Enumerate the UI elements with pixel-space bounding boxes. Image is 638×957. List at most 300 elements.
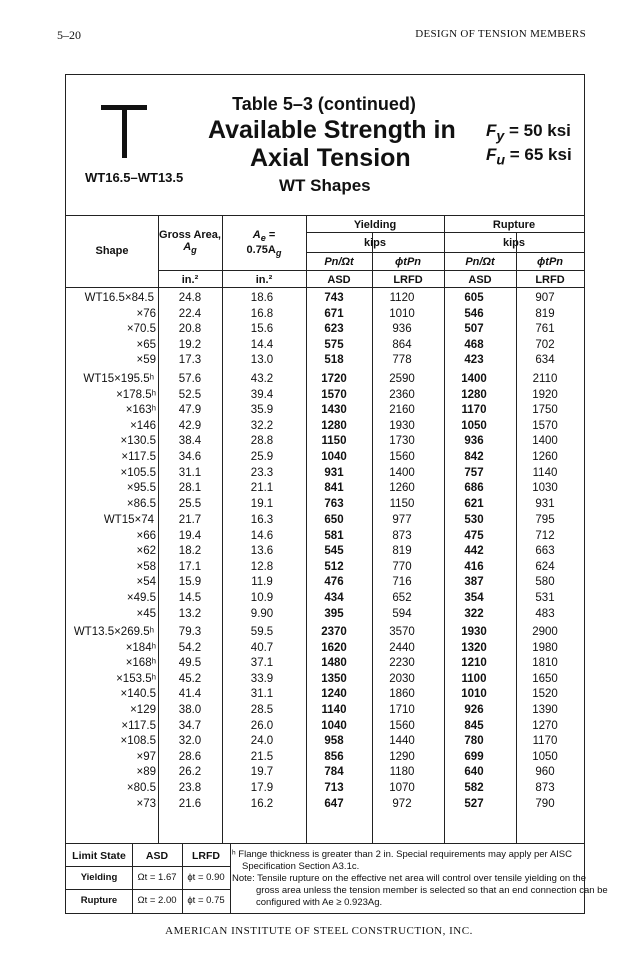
yield-lrfd-cell: 864 — [392, 338, 412, 351]
running-head: DESIGN OF TENSION MEMBERS — [415, 28, 586, 40]
rupture-lrfd-cell: 1570 — [532, 419, 558, 432]
note-flange-cont: Specification Section A3.1c. — [242, 861, 360, 872]
yield-asd-cell: 1140 — [321, 704, 347, 716]
yield-lrfd-cell: 594 — [392, 607, 412, 620]
effective-area-cell: 11.9 — [251, 576, 273, 589]
table-row — [66, 642, 584, 657]
yielding-asd: ASD — [327, 274, 351, 286]
rupture-lrfd-cell: 624 — [535, 560, 555, 573]
yield-asd-cell: 856 — [324, 750, 344, 763]
effective-area-cell: 21.1 — [250, 482, 274, 495]
yield-lrfd-cell: 1560 — [389, 451, 415, 463]
limit-rule-1 — [66, 866, 230, 867]
table-row — [66, 530, 584, 545]
yielding-phi-pn: ϕtPn — [394, 256, 422, 268]
yield-lrfd-cell: 1710 — [389, 704, 415, 716]
rupture-asd-cell: 1320 — [461, 641, 487, 654]
gross-area-cell: 19.2 — [178, 338, 202, 351]
fy-sub: y — [496, 128, 505, 145]
effective-area-cell: 28.8 — [250, 435, 274, 448]
rupture-lrfd-cell: 1390 — [532, 704, 558, 716]
effective-area-cell: 16.8 — [250, 307, 274, 320]
yielding-label: Yielding — [80, 872, 118, 883]
yield-lrfd-cell: 1440 — [389, 735, 415, 748]
rupture-lrfd-cell: 1750 — [532, 404, 558, 417]
yield-lrfd-cell: 2160 — [389, 404, 415, 417]
rupture-phi-pn: ϕtPn — [536, 256, 564, 268]
rupture-asd-cell: 475 — [464, 529, 484, 542]
shape-cell: ×80.5 — [126, 782, 156, 794]
effective-area-cell: 15.6 — [250, 323, 274, 336]
table-row — [66, 798, 584, 813]
rupture-lrfd-cell: 1260 — [532, 451, 558, 463]
yield-asd-cell: 1430 — [321, 404, 347, 417]
ae-g: g — [275, 248, 282, 259]
effective-area-cell: 32.2 — [250, 419, 274, 432]
effective-area-cell: 21.5 — [250, 750, 274, 763]
table-row — [66, 704, 584, 719]
yield-lrfd-cell: 778 — [392, 354, 412, 367]
gross-area-cell: 31.1 — [178, 466, 202, 479]
shape-cell: ×108.5 — [120, 735, 156, 748]
yield-lrfd-cell: 652 — [392, 592, 412, 604]
yield-lrfd-cell: 977 — [392, 514, 412, 526]
shape-cell: ×70.5 — [126, 323, 156, 336]
effective-area-cell: 14.6 — [250, 529, 274, 542]
table-row — [66, 545, 584, 560]
effective-area-cell: 17.9 — [250, 782, 274, 794]
yield-asd-cell: 476 — [324, 576, 344, 589]
shape-cell: ×76 — [136, 307, 156, 320]
table-row — [66, 389, 584, 404]
rupture-lrfd-cell: 761 — [535, 323, 555, 336]
table-row — [66, 435, 584, 450]
effective-area-cell: 31.1 — [250, 688, 274, 701]
rupture-kips: kips — [502, 237, 525, 249]
yield-lrfd-cell: 2590 — [389, 373, 415, 385]
note-rupture-cont: gross area unless the tension member is selected so that an end connection can be — [256, 885, 608, 896]
effective-area-cell: 14.4 — [250, 338, 274, 351]
table-row — [66, 735, 584, 750]
yield-asd-cell: 841 — [324, 482, 344, 495]
ae-line1 — [222, 229, 306, 244]
rupture-lrfd-cell: 1270 — [532, 719, 558, 732]
limit-rule-2 — [66, 889, 230, 890]
note-rupture-end: configured with Ae ≥ 0.923Ag. — [256, 897, 383, 908]
gross-area-label: Gross Area, — [159, 229, 221, 241]
rupture-asd-cell: 1170 — [461, 404, 487, 417]
rupture-asd-cell: 1280 — [461, 388, 487, 401]
rupture-asd-cell: 780 — [464, 735, 484, 748]
limit-state-header: Limit State — [72, 850, 126, 862]
effective-area-cell: 16.3 — [250, 514, 274, 526]
table-title-line1: Available Strength in — [208, 116, 456, 144]
gross-area-cell: 54.2 — [178, 641, 202, 654]
rupture-lrfd-cell: 1520 — [532, 688, 558, 701]
limit-lrfd-header: LRFD — [192, 850, 220, 862]
shape-cell: ×59 — [136, 354, 156, 367]
rupture-asd-cell: 936 — [464, 435, 484, 448]
yield-lrfd-cell: 972 — [392, 797, 412, 810]
yield-lrfd-cell: 2360 — [389, 388, 415, 401]
shape-cell: ×168ʰ — [125, 657, 156, 670]
rupture-asd-cell: 640 — [464, 766, 484, 779]
yield-lrfd-cell: 1290 — [389, 750, 415, 763]
effective-area-cell: 19.7 — [250, 766, 274, 779]
shape-cell: ×86.5 — [126, 497, 156, 510]
yield-lrfd-cell: 2030 — [389, 672, 415, 685]
table-row — [66, 308, 584, 323]
ae-e: e — [260, 233, 266, 244]
shape-cell: ×95.5 — [126, 482, 156, 495]
gross-area-symbol — [158, 241, 222, 256]
col-shape: Shape — [95, 245, 129, 257]
fu-symbol: F — [486, 145, 497, 164]
fy-symbol: F — [486, 121, 497, 140]
rupture-asd-cell: 442 — [464, 545, 484, 558]
effective-area-cell: 10.9 — [250, 592, 274, 604]
rupture-lrfd-cell: 2110 — [532, 373, 558, 385]
table-row — [66, 657, 584, 672]
yield-asd-cell: 545 — [324, 545, 344, 558]
rupture-asd-cell: 527 — [464, 797, 484, 810]
gross-area-cell: 21.7 — [178, 514, 202, 526]
table-row — [66, 626, 584, 641]
gross-area-cell: 24.8 — [178, 292, 202, 304]
gross-area-cell: 52.5 — [178, 388, 202, 401]
shape-cell: ×89 — [136, 766, 156, 779]
rupture-asd-cell: 845 — [464, 719, 484, 732]
note-rupture: Note: Tensile rupture on the effective net area will control over tensile yielding on the — [232, 873, 586, 884]
table-row — [66, 451, 584, 466]
rupture-asd-cell: 1010 — [461, 688, 487, 701]
rupture-lrfd-cell: 531 — [535, 592, 555, 604]
yield-lrfd-cell: 1010 — [389, 307, 415, 320]
yield-asd-cell: 1240 — [321, 688, 347, 701]
gross-area-cell: 57.6 — [178, 373, 202, 385]
table-row — [66, 339, 584, 354]
rupture-lrfd-cell: 634 — [535, 354, 555, 367]
rupture-asd-cell: 354 — [464, 592, 484, 604]
table-row — [66, 720, 584, 735]
rupture-lrfd-cell: 712 — [535, 529, 555, 542]
table-row — [66, 323, 584, 338]
effective-area-cell: 43.2 — [250, 373, 274, 385]
gross-area-cell: 38.4 — [178, 435, 202, 448]
effective-area-cell: 16.2 — [250, 797, 274, 810]
unit-ae: in.² — [255, 274, 273, 286]
table-row — [66, 514, 584, 529]
header-top-rule — [66, 215, 584, 216]
rupture-lrfd-cell: 795 — [535, 514, 555, 526]
limit-col-3 — [230, 843, 231, 913]
yielding-pn-omega: Pn/Ωt — [324, 256, 354, 268]
shape-cell: ×66 — [136, 529, 156, 542]
yielding-rule — [306, 232, 584, 233]
table-subtitle: WT Shapes — [279, 176, 371, 195]
rupture-phi: ϕt = 0.75 — [187, 895, 225, 906]
rupture-lrfd-cell: 1810 — [532, 657, 558, 670]
yield-asd-cell: 1620 — [321, 641, 347, 654]
gross-area-cell: 20.8 — [178, 323, 202, 336]
page-number: 5–20 — [57, 28, 81, 42]
rupture-omega: Ωt = 2.00 — [137, 895, 177, 906]
yield-lrfd-cell: 1260 — [389, 482, 415, 495]
gross-area-cell: 49.5 — [178, 657, 202, 670]
gross-area-cell: 25.5 — [178, 497, 202, 510]
rupture-lrfd-cell: 960 — [535, 766, 555, 779]
rupture-lrfd-cell: 1980 — [532, 641, 558, 654]
effective-area-cell: 9.90 — [250, 607, 274, 620]
gross-area-cell: 41.4 — [178, 688, 202, 701]
yield-lrfd-cell: 1560 — [389, 719, 415, 732]
gross-area-cell: 34.6 — [178, 451, 202, 463]
yield-lrfd-cell: 1150 — [389, 497, 415, 510]
yield-asd-cell: 958 — [324, 735, 344, 748]
yield-asd-cell: 2370 — [321, 626, 347, 638]
shape-cell: ×140.5 — [120, 688, 156, 701]
rupture-lrfd-cell: 790 — [535, 797, 555, 810]
rupture-asd-cell: 605 — [464, 292, 484, 304]
gross-area-cell: 17.1 — [178, 560, 202, 573]
header-bottom-rule — [66, 287, 584, 288]
yield-asd-cell: 1040 — [321, 451, 347, 463]
shape-cell: ×62 — [136, 545, 156, 558]
yield-asd-cell: 434 — [324, 592, 344, 604]
gross-area-cell: 23.8 — [178, 782, 202, 794]
shape-cell: WT13.5×269.5ʰ — [73, 626, 154, 638]
shape-cell: ×163ʰ — [125, 404, 156, 417]
effective-area-cell: 33.9 — [250, 672, 274, 685]
rupture-asd-cell: 686 — [464, 482, 484, 495]
yield-asd-cell: 575 — [324, 338, 344, 351]
rupture-lrfd-cell: 1650 — [532, 672, 558, 685]
rupture-lrfd-cell: 1140 — [532, 466, 558, 479]
rupture-asd: ASD — [468, 274, 492, 286]
rupture-asd-cell: 699 — [464, 750, 484, 763]
rupture-asd-cell: 546 — [464, 307, 484, 320]
shape-cell: ×117.5 — [121, 451, 156, 463]
yield-asd-cell: 581 — [324, 529, 344, 542]
rupture-lrfd-cell: 931 — [535, 497, 555, 510]
yielding-omega: Ωt = 1.67 — [137, 872, 177, 883]
ae-A: A — [252, 229, 261, 241]
table-row — [66, 498, 584, 513]
rupture-lrfd-cell: 907 — [535, 292, 555, 304]
rupture-asd-cell: 1210 — [461, 657, 487, 670]
table-row — [66, 766, 584, 781]
gross-area-cell: 47.9 — [178, 404, 202, 417]
shape-cell: ×73 — [136, 797, 156, 810]
yield-lrfd-cell: 1180 — [389, 766, 415, 779]
table-row — [66, 782, 584, 797]
rupture-asd-cell: 1050 — [461, 419, 487, 432]
kips-rule — [306, 252, 584, 253]
yield-asd-cell: 1280 — [321, 419, 347, 432]
publisher-footer: AMERICAN INSTITUTE OF STEEL CONSTRUCTION, INC. — [165, 925, 473, 937]
effective-area-cell: 40.7 — [250, 641, 274, 654]
table-row — [66, 751, 584, 766]
unit-ag: in.² — [181, 274, 199, 286]
effective-area-cell: 23.3 — [250, 466, 274, 479]
yield-lrfd-cell: 819 — [392, 545, 412, 558]
shape-cell: ×184ʰ — [125, 641, 156, 654]
shape-cell: ×105.5 — [120, 466, 156, 479]
shape-cell: ×97 — [136, 750, 156, 763]
notes-top-rule — [66, 843, 584, 844]
rupture-label: Rupture — [80, 895, 118, 906]
shape-cell: WT15×195.5ʰ — [83, 373, 154, 385]
shape-cell: ×54 — [136, 576, 156, 589]
col-effective-area — [222, 229, 306, 259]
gross-area-cell: 34.7 — [178, 719, 202, 732]
gross-area-g: g — [191, 245, 197, 256]
table-row — [66, 608, 584, 623]
rupture-asd-cell: 621 — [464, 497, 484, 510]
rupture-lrfd-cell: 873 — [535, 782, 555, 794]
yield-lrfd-cell: 3570 — [389, 626, 415, 638]
gross-area-cell: 26.2 — [178, 766, 202, 779]
gross-area-cell: 19.4 — [178, 529, 202, 542]
rupture-lrfd-cell: 580 — [535, 576, 555, 589]
yield-lrfd-cell: 1930 — [389, 419, 415, 432]
table-row — [66, 688, 584, 703]
table-row — [66, 354, 584, 369]
yield-lrfd-cell: 2230 — [389, 657, 415, 670]
gross-area-cell: 13.2 — [178, 607, 202, 620]
table-number: Table 5–3 (continued) — [232, 94, 416, 114]
gross-area-cell: 42.9 — [178, 419, 202, 432]
shape-cell: ×146 — [130, 419, 156, 432]
effective-area-cell: 13.0 — [250, 354, 274, 367]
yield-lrfd-cell: 2440 — [389, 641, 415, 654]
effective-area-cell: 18.6 — [250, 292, 274, 304]
ae-line2 — [222, 244, 306, 259]
gross-area-A: A — [183, 241, 192, 253]
rupture-asd-cell: 757 — [464, 466, 484, 479]
gross-area-cell: 17.3 — [178, 354, 202, 367]
col-gross-area — [158, 229, 222, 256]
rupture-asd-cell: 1400 — [461, 373, 487, 385]
effective-area-cell: 39.4 — [250, 388, 274, 401]
rupture-asd-cell: 423 — [464, 354, 484, 367]
fu-value — [486, 145, 572, 168]
rupture-lrfd-cell: 819 — [535, 307, 555, 320]
rupture-lrfd: LRFD — [535, 274, 565, 286]
rupture-lrfd-cell: 1050 — [532, 750, 558, 763]
effective-area-cell: 13.6 — [250, 545, 274, 558]
yield-asd-cell: 1040 — [321, 719, 347, 732]
table-row — [66, 404, 584, 419]
fy-value — [486, 121, 571, 144]
gross-area-cell: 21.6 — [178, 797, 202, 810]
gross-area-cell: 28.6 — [178, 750, 202, 763]
rupture-lrfd-cell: 483 — [535, 607, 555, 620]
yield-asd-cell: 713 — [324, 782, 344, 794]
effective-area-cell: 37.1 — [250, 657, 274, 670]
yielding-kips: kips — [363, 237, 386, 249]
effective-area-cell: 12.8 — [250, 560, 274, 573]
shape-cell: ×129 — [130, 704, 156, 716]
effective-area-cell: 25.9 — [250, 451, 274, 463]
rupture-asd-cell: 1930 — [461, 626, 487, 638]
col-yielding: Yielding — [353, 219, 397, 231]
rupture-asd-cell: 507 — [464, 323, 484, 336]
shape-range: WT16.5–WT13.5 — [85, 170, 184, 185]
shape-cell: ×49.5 — [126, 592, 156, 604]
rupture-lrfd-cell: 1170 — [532, 735, 558, 748]
yield-asd-cell: 1150 — [321, 435, 347, 448]
yield-asd-cell: 784 — [324, 766, 344, 779]
yield-asd-cell: 671 — [324, 307, 344, 320]
fy-text: = 50 ksi — [504, 121, 571, 140]
ae-075A: 0.75A — [246, 244, 276, 257]
rupture-lrfd-cell: 2900 — [532, 626, 558, 638]
yield-asd-cell: 650 — [324, 514, 344, 526]
shape-cell: ×58 — [136, 560, 156, 573]
yield-asd-cell: 623 — [324, 323, 344, 336]
rupture-asd-cell: 387 — [464, 576, 484, 589]
yield-lrfd-cell: 873 — [392, 529, 412, 542]
rupture-asd-cell: 468 — [464, 338, 484, 351]
table-title-line2: Axial Tension — [250, 144, 411, 172]
effective-area-cell: 35.9 — [250, 404, 274, 417]
yield-lrfd-cell: 716 — [392, 576, 412, 589]
rupture-pn-omega: Pn/Ωt — [465, 256, 495, 268]
gross-area-cell: 38.0 — [178, 704, 202, 716]
rupture-lrfd-cell: 702 — [535, 338, 555, 351]
gross-area-cell: 18.2 — [178, 545, 202, 558]
yield-asd-cell: 931 — [324, 466, 344, 479]
note-flange: ʰ Flange thickness is greater than 2 in. Special requirements may apply per AISC — [232, 849, 573, 860]
rupture-asd-cell: 416 — [464, 560, 484, 573]
yield-asd-cell: 1570 — [321, 388, 347, 401]
shape-cell: WT15×74 — [103, 514, 154, 526]
gross-area-cell: 28.1 — [178, 482, 202, 495]
gross-area-cell: 14.5 — [178, 592, 202, 604]
shape-cell: ×117.5 — [121, 719, 156, 732]
effective-area-cell: 59.5 — [250, 626, 274, 638]
table-row — [66, 292, 584, 307]
rupture-asd-cell: 842 — [464, 451, 484, 463]
yielding-phi: ϕt = 0.90 — [187, 872, 225, 883]
rupture-lrfd-cell: 1920 — [532, 388, 558, 401]
effective-area-cell: 24.0 — [250, 735, 274, 748]
shape-cell: ×65 — [136, 338, 156, 351]
yield-lrfd-cell: 770 — [392, 560, 412, 573]
table-row — [66, 420, 584, 435]
shape-cell: ×130.5 — [120, 435, 156, 448]
yield-asd-cell: 763 — [324, 497, 344, 510]
table-row — [66, 561, 584, 576]
rupture-lrfd-cell: 1030 — [532, 482, 558, 495]
rupture-asd-cell: 1100 — [461, 672, 487, 685]
rupture-asd-cell: 926 — [464, 704, 484, 716]
effective-area-cell: 19.1 — [250, 497, 274, 510]
gross-area-cell: 45.2 — [178, 672, 202, 685]
ae-eq: = — [265, 229, 276, 241]
shape-cell: ×178.5ʰ — [116, 388, 156, 401]
yield-asd-cell: 647 — [324, 797, 344, 810]
yield-asd-cell: 395 — [324, 607, 344, 620]
yield-lrfd-cell: 1400 — [389, 466, 415, 479]
table-row — [66, 592, 584, 607]
shape-cell: ×45 — [136, 607, 156, 620]
gross-area-cell: 32.0 — [178, 735, 202, 748]
col-rupture: Rupture — [492, 219, 536, 231]
yield-asd-cell: 743 — [324, 292, 344, 304]
limit-asd-header: ASD — [145, 850, 169, 862]
